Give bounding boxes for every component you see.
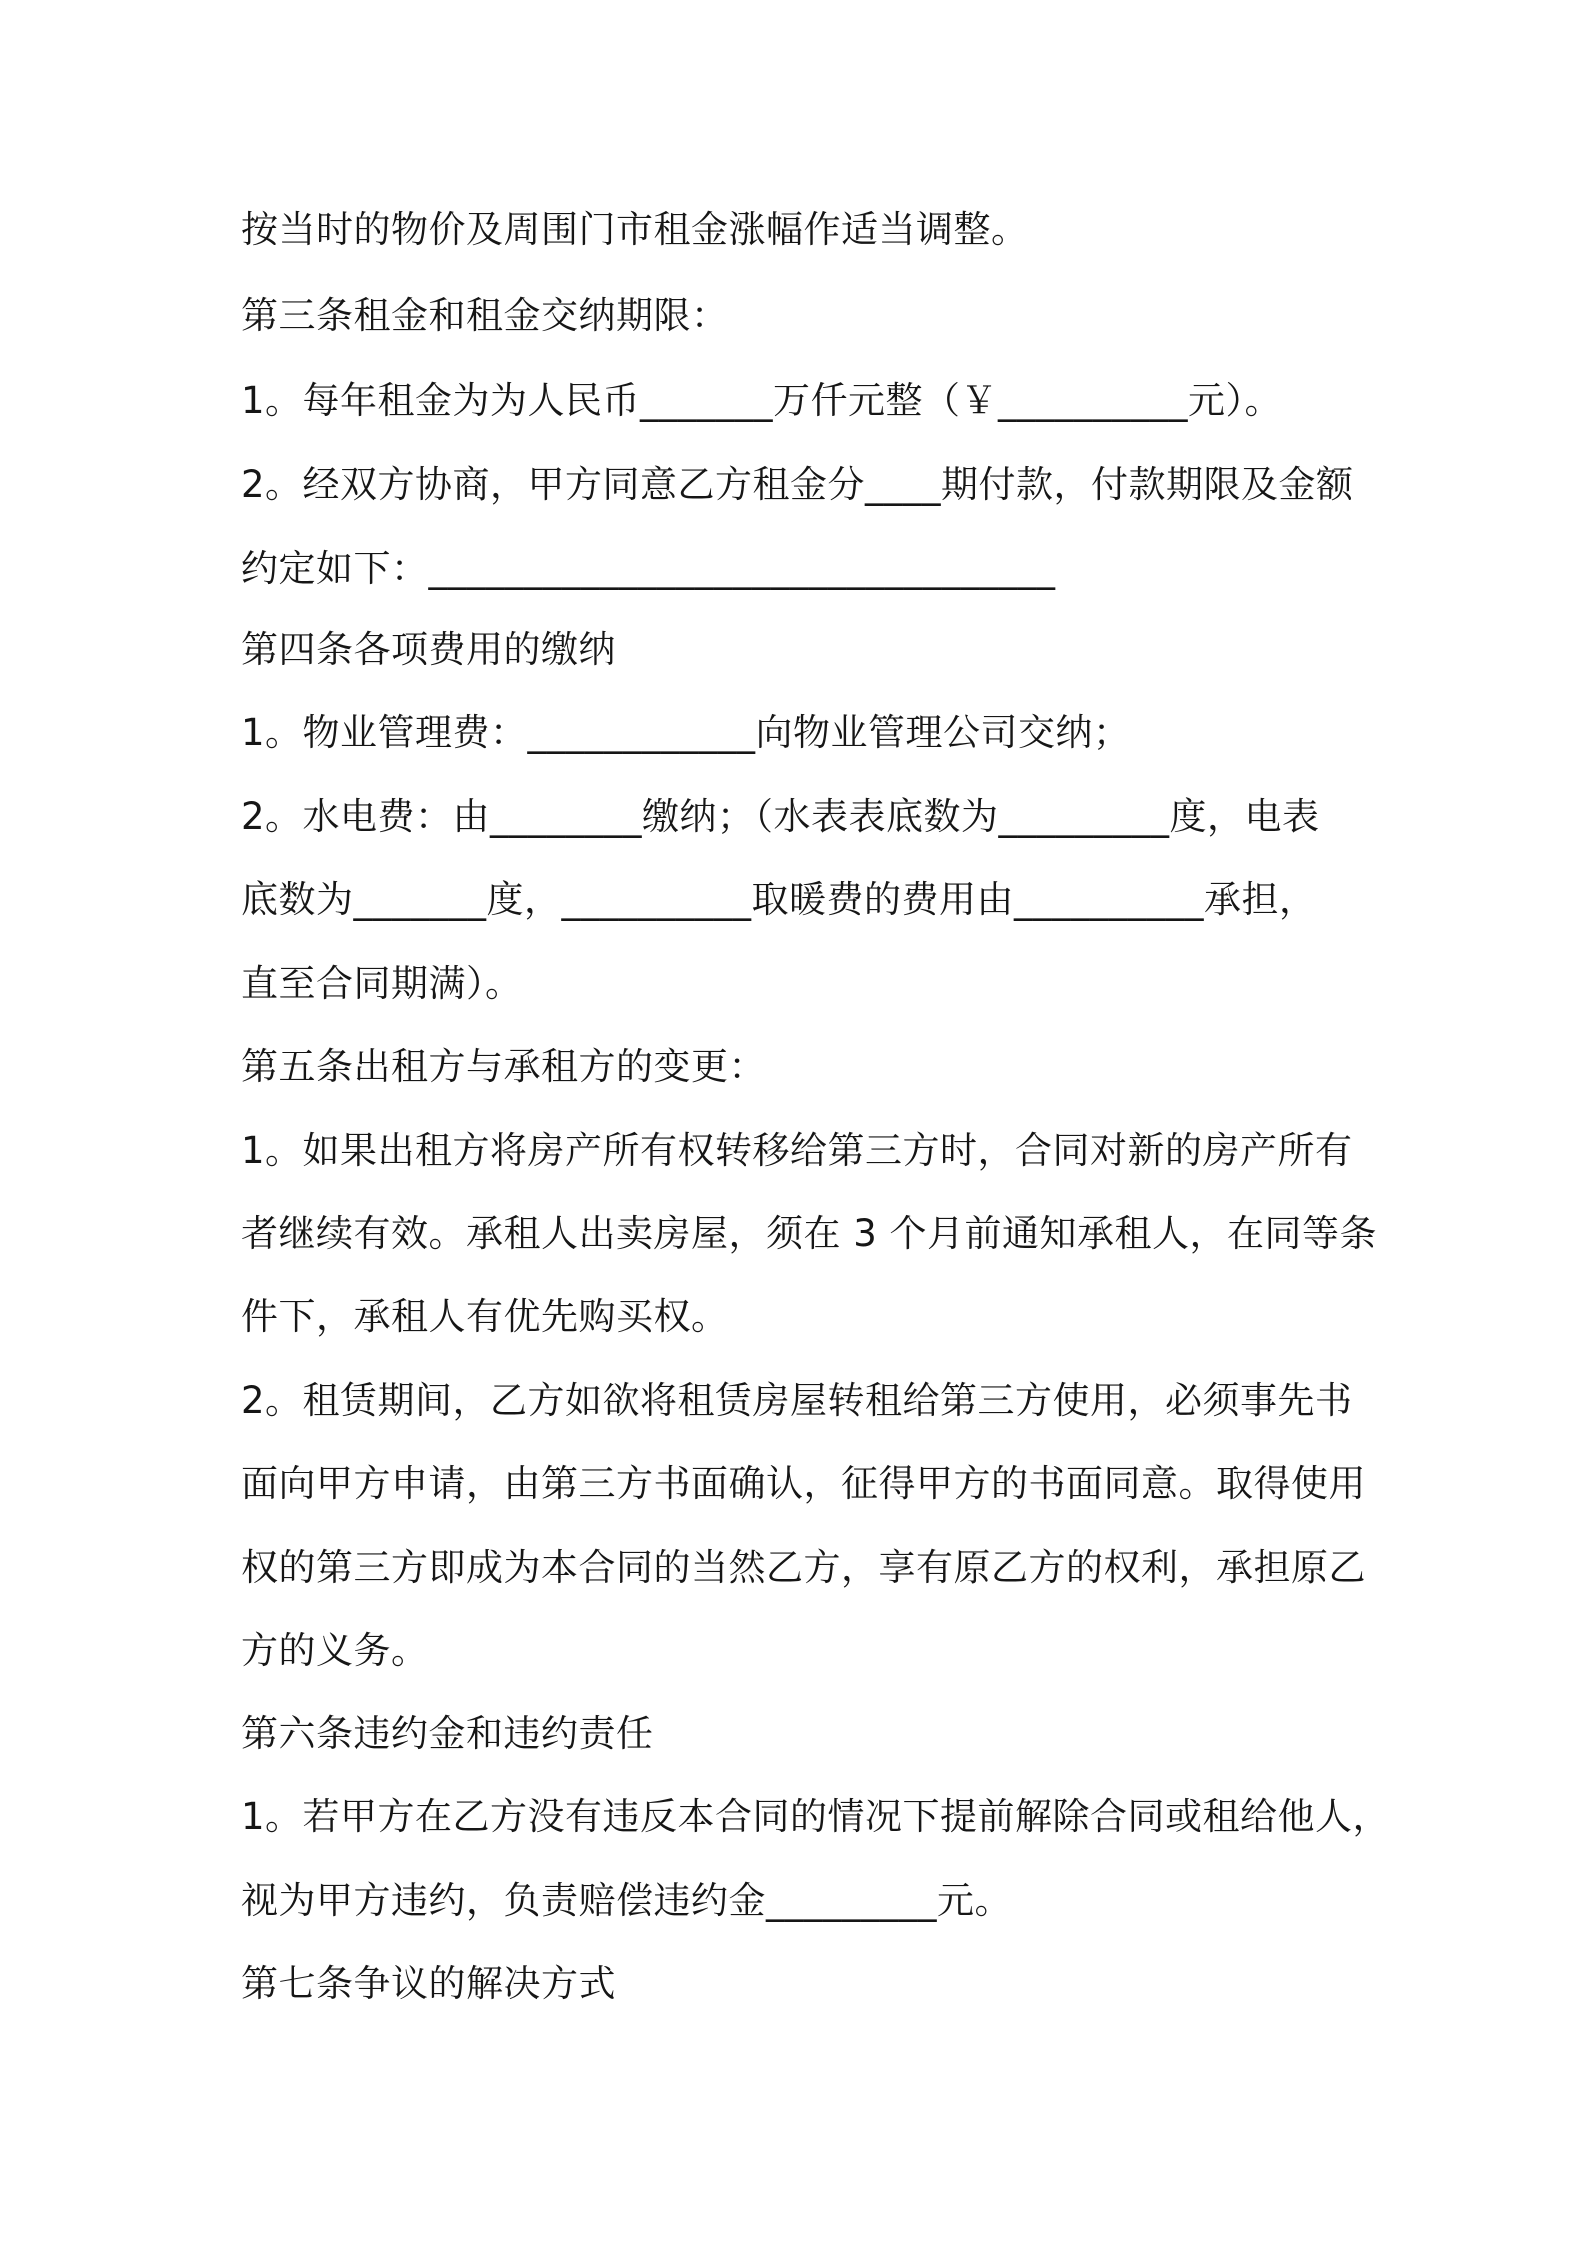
text-line: 2。经双方协商，甲方同意乙方租金分____期付款，付款期限及金额 — [241, 463, 1354, 506]
section-heading-article-5: 第五条出租方与承租方的变更： — [241, 1045, 766, 1088]
text-line: 2。水电费：由________缴纳；（水表表底数为_________度，电表 — [241, 795, 1320, 838]
text-line: 底数为_______度，__________取暖费的费用由__________承担， — [241, 878, 1317, 921]
text-line: 者继续有效。承租人出卖房屋，须在 3 个月前通知承租人，在同等条 — [241, 1212, 1378, 1255]
section-heading-article-6: 第六条违约金和违约责任 — [241, 1712, 654, 1755]
text-line: 按当时的物价及周围门市租金涨幅作适当调整。 — [241, 208, 1029, 251]
text-line: 1。如果出租方将房产所有权转移给第三方时，合同对新的房产所有 — [241, 1129, 1353, 1172]
text-line: 方的义务。 — [241, 1629, 429, 1672]
section-heading-article-3: 第三条租金和租金交纳期限： — [241, 294, 729, 337]
text-line: 1。物业管理费：____________向物业管理公司交纳； — [241, 711, 1131, 754]
section-heading-article-4: 第四条各项费用的缴纳 — [241, 628, 616, 671]
text-line: 权的第三方即成为本合同的当然乙方，享有原乙方的权利，承担原乙 — [241, 1546, 1366, 1589]
text-line: 2。租赁期间，乙方如欲将租赁房屋转租给第三方使用，必须事先书 — [241, 1379, 1353, 1422]
text-line: 1。若甲方在乙方没有违反本合同的情况下提前解除合同或租给他人， — [241, 1795, 1391, 1838]
text-line: 直至合同期满）。 — [241, 962, 523, 1005]
section-heading-article-7: 第七条争议的解决方式 — [241, 1962, 616, 2005]
text-line: 件下，承租人有优先购买权。 — [241, 1295, 729, 1338]
text-line: 视为甲方违约，负责赔偿违约金_________元。 — [241, 1879, 1012, 1922]
text-line: 面向甲方申请，由第三方书面确认，征得甲方的书面同意。取得使用 — [241, 1462, 1366, 1505]
text-line: 1。每年租金为为人民币_______万仟元整（￥__________元）。 — [241, 379, 1283, 422]
text-line: 约定如下：_________________________________ — [241, 547, 1056, 590]
